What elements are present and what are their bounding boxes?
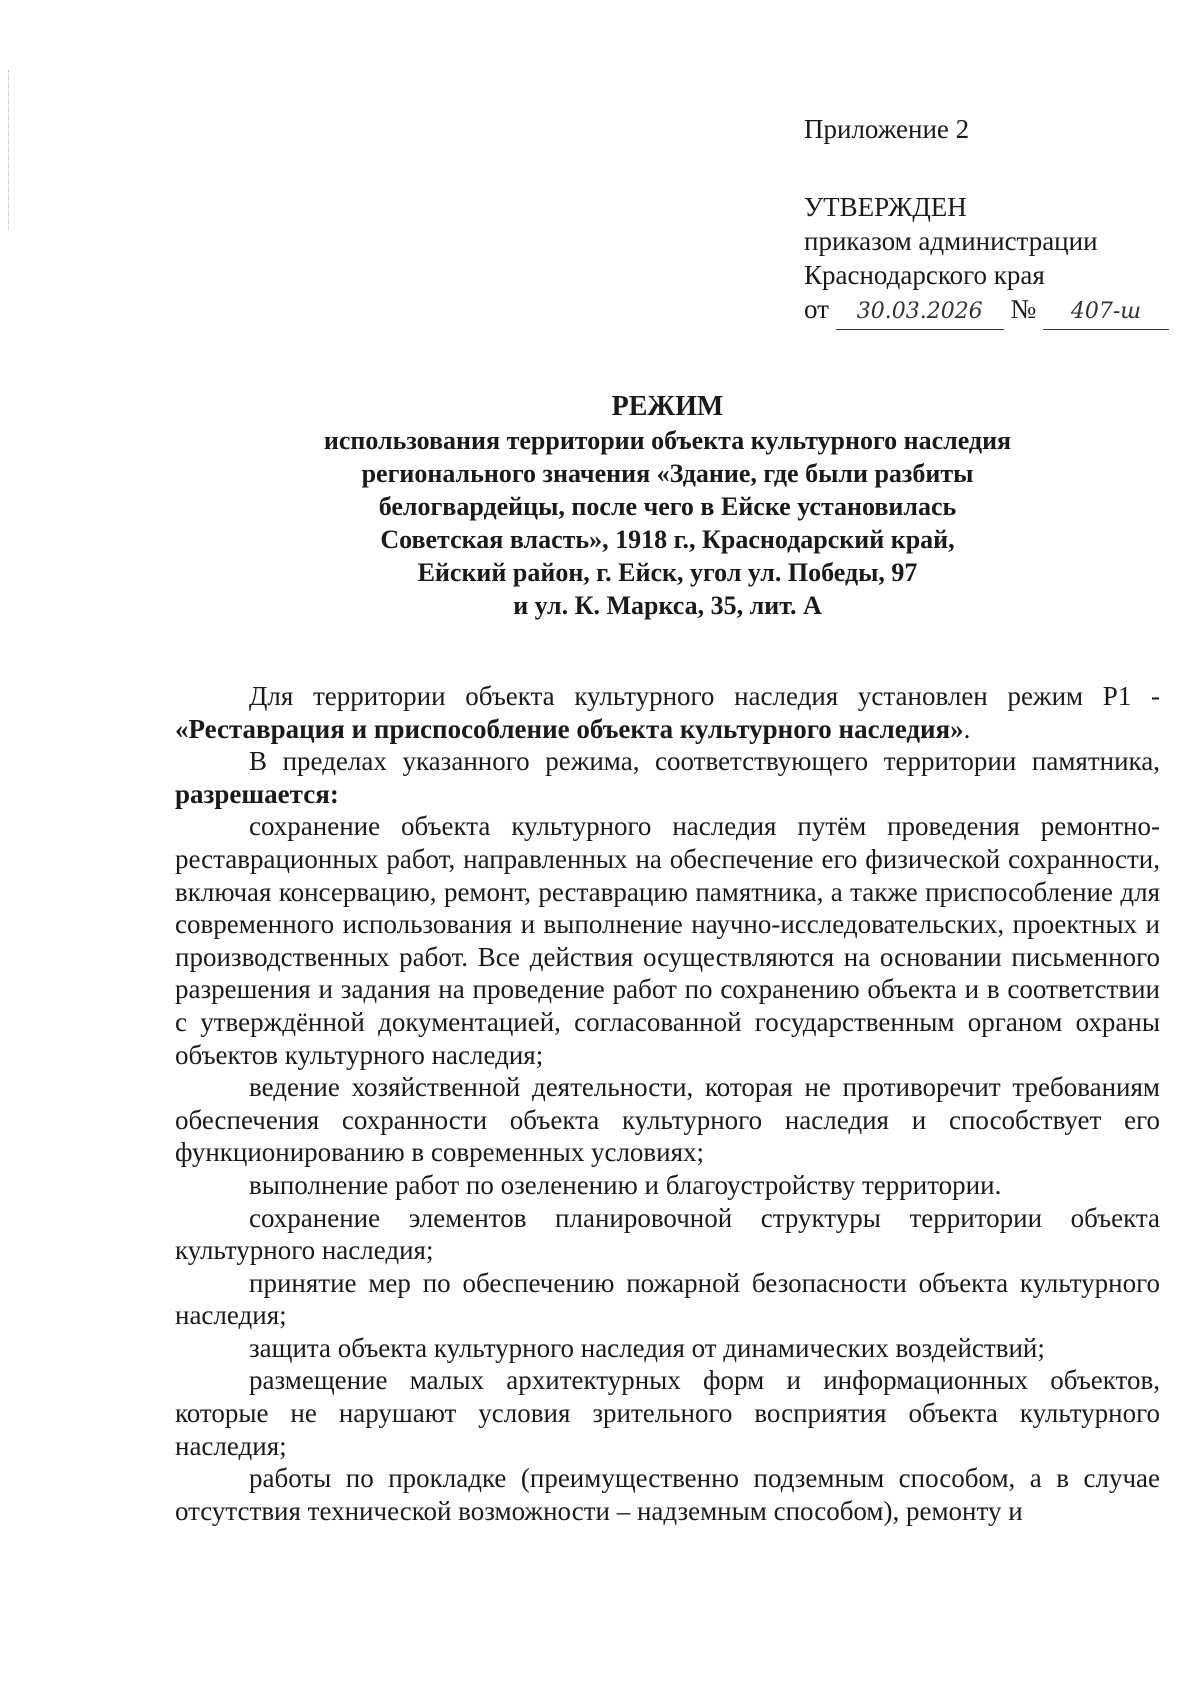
title-line-3: белогвардейцы, после чего в Ейске установилась — [378, 492, 957, 521]
allowed-label: разрешается: — [175, 778, 339, 809]
regime-paragraph — [175, 680, 1160, 745]
list-item: защита объекта культурного наследия от динамических воздействий; — [249, 1332, 1045, 1363]
approved-by-line-1: приказом администрации — [804, 226, 1098, 256]
list-item: работы по прокладке (преимущественно подземным способом, а в случае отсутствия технической возможности – надземным способом), ремонту и — [175, 1463, 1160, 1526]
number-prefix: № — [1010, 294, 1037, 324]
title-line-1: использования территории объекта культурного наследия — [323, 426, 1012, 455]
order-date-number-line — [804, 292, 1169, 330]
list-item: сохранение элементов планировочной структуры территории объекта культурного наследия; — [175, 1202, 1160, 1266]
date-prefix: от — [804, 294, 829, 324]
approved-label: УТВЕРЖДЕН — [804, 192, 967, 222]
allowed-intro-paragraph — [175, 745, 1160, 810]
list-item: размещение малых архитектурных форм и информационных объектов, которые не нарушают условия зрительного восприятия объекта культурного наследия; — [175, 1365, 1160, 1461]
document-title-block — [175, 390, 1160, 622]
handwritten-date: 30.03.2026 — [836, 295, 1004, 330]
regime-end: . — [963, 713, 971, 744]
document-body — [175, 680, 1160, 1527]
allowed-intro-text: В пределах указанного режима, соответствующего территории памятника, — [249, 746, 1160, 777]
approved-by-line-2: Краснодарского края — [804, 260, 1045, 290]
regime-name: «Реставрация и приспособление объекта культурного наследия» — [175, 713, 964, 744]
approval-stamp-block — [804, 112, 1169, 330]
list-item: ведение хозяйственной деятельности, которая не противоречит требованиям обеспечения сохранности объекта культурного наследия и способствует его функционированию в современных условиях; — [175, 1072, 1160, 1168]
handwritten-order-number: 407-ш — [1043, 295, 1169, 330]
list-item: выполнение работ по озеленению и благоустройству территории. — [249, 1169, 1002, 1200]
document-title: РЕЖИМ — [611, 391, 724, 422]
list-item: сохранение объекта культурного наследия путём проведения ремонтно-реставрационных работ, направленных на обеспечение его физической сохранности, включая консервацию, ремонт, реставрацию памятника, а также приспособление для современного использования и выполнение научно-исследовательских, проектных и производственных работ. Все действия осуществляются на основании письменного разрешения и задания на проведение работ по сохранению объекта и в соответствии с утверждённой документацией, согласованной государственным органом охраны объектов культурного наследия; — [175, 811, 1160, 1070]
title-line-6: и ул. К. Маркса, 35, лит. А — [513, 591, 822, 620]
appendix-label: Приложение 2 — [804, 114, 970, 144]
title-line-4: Советская власть», 1918 г., Краснодарский край, — [380, 525, 955, 554]
title-line-5: Ейский район, г. Ейск, угол ул. Победы, 97 — [417, 558, 918, 587]
list-item: принятие мер по обеспечению пожарной безопасности объекта культурного наследия; — [175, 1267, 1160, 1331]
scan-edge-marks — [8, 70, 11, 230]
title-line-2: регионального значения «Здание, где были разбиты — [361, 459, 974, 488]
regime-text: Для территории объекта культурного наследия установлен режим Р1 - — [249, 681, 1160, 711]
